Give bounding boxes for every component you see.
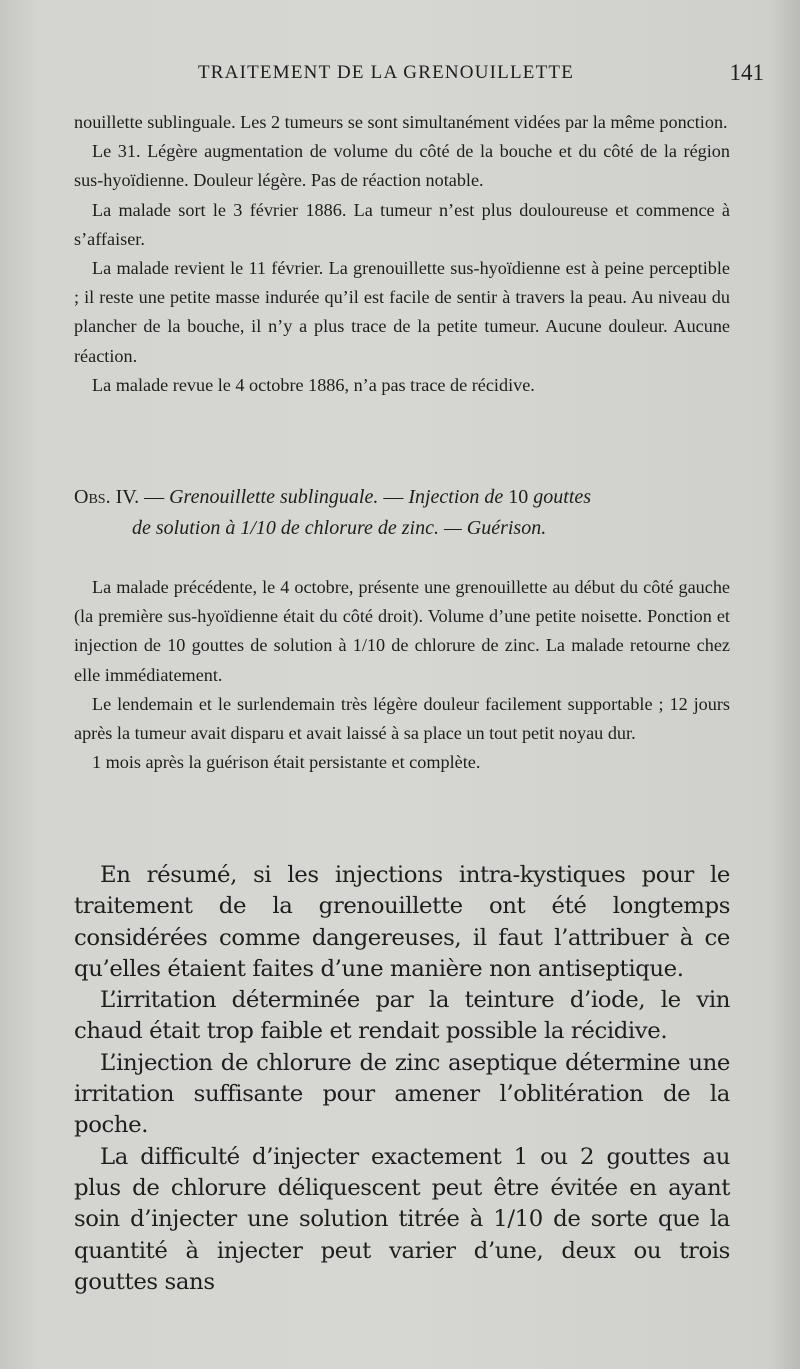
paragraph: L’irritation déterminée par la teinture d’iode, le vin chaud était trop faible et rendait possible la récidive.: [74, 987, 730, 1045]
paragraph: 1 mois après la guérison était persistante et complète.: [92, 752, 481, 773]
running-title: TRAITEMENT DE LA GRENOUILLETTE: [198, 62, 575, 83]
summary-text: [74, 860, 730, 1298]
observation-label: Obs. IV.: [74, 486, 140, 508]
paragraph: nouillette sublinguale. Les 2 tumeurs se sont simultanément vidées par la même ponction.: [74, 112, 728, 132]
page-header: [198, 62, 764, 92]
paragraph: La difficulté d’injecter exactement 1 ou 2 gouttes au plus de chlorure déliquescent peut être évitée en ayant soin d’injecter une solution titrée à 1/10 de sorte que la quantité à injecter peut varier d’une, deux ou trois gouttes sans: [74, 1143, 730, 1295]
paragraph: L’injection de chlorure de zinc aseptique détermine une irritation suffisante pour amener l’oblitération de la poche.: [74, 1049, 730, 1139]
page-number: 141: [729, 60, 764, 85]
observation-body: [74, 573, 730, 777]
observation-title-line1: Obs. IV. — Grenouillette sublinguale. — Injection de 10 gouttes: [74, 486, 592, 508]
paragraph: La malade sort le 3 février 1886. La tumeur n’est plus douloureuse et commence à s’affaiser.: [74, 199, 730, 249]
observation-title-line2: de solution à 1/10 de chlorure de zinc. — Guérison.: [132, 517, 547, 539]
case-continuation: [74, 108, 730, 400]
paragraph: La malade revient le 11 février. La grenouillette sus-hyoïdienne est à peine perceptible ; il reste une petite masse indurée qu’il est facile de sentir à travers la peau. Au niveau du plancher de la bouche, il n’y a plus trace de la petite tumeur. Aucune douleur. Aucune réaction.: [74, 258, 730, 366]
paragraph: Le 31. Légère augmentation de volume du côté de la bouche et du côté de la région sus-hyoïdienne. Douleur légère. Pas de réaction notable.: [74, 141, 730, 191]
observation-heading: [74, 482, 734, 544]
paragraph: La malade précédente, le 4 octobre, présente une grenouillette au début du côté gauche (la première sus-hyoïdienne était du côté droit). Volume d’une petite noisette. Ponction et injection de 10 gouttes de solution à 1/10 de chlorure de zinc. La malade retourne chez elle immédiatement.: [74, 577, 730, 685]
paragraph: En résumé, si les injections intra-kystiques pour le traitement de la grenouillette ont été longtemps considérées comme dangereuses, il faut l’attribuer à ce qu’elles étaient faites d’une manière non antiseptique.: [74, 862, 730, 982]
observation-diagnosis: Grenouillette sublinguale.: [169, 486, 379, 508]
paragraph: La malade revue le 4 octobre 1886, n’a pas trace de récidive.: [92, 374, 535, 395]
paragraph: Le lendemain et le surlendemain très légère douleur facilement supportable ; 12 jours après la tumeur avait disparu et avait laissé à sa place un tout petit noyau dur.: [74, 693, 730, 744]
